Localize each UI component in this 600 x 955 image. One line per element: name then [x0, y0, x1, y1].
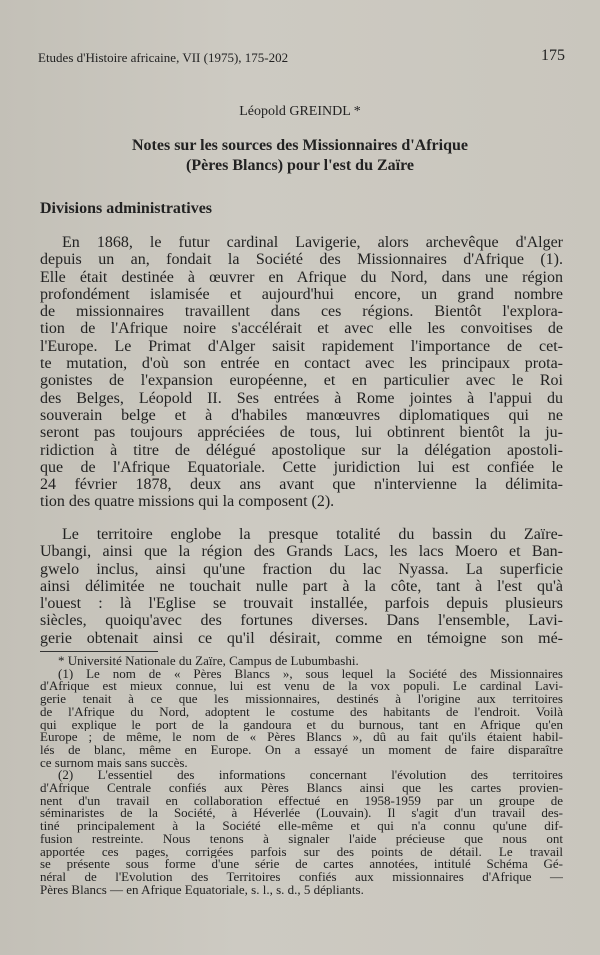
section-heading: Divisions administratives [40, 200, 213, 217]
text-line: de l'Afrique du Nord, adoptent le costume des habitants de l'endroit. Voilà [40, 705, 563, 719]
text-line: Le territoire englobe la presque totalité du bassin du Zaïre- [62, 526, 563, 543]
text-line: tion de l'Afrique noire s'accélérait et avec elle les convoitises de [40, 320, 563, 338]
author: Léopold GREINDL * [239, 104, 361, 119]
title-line: (Pères Blancs) pour l'est du Zaïre [186, 157, 414, 174]
text-line: apportée ces pages, corrigées parfois sur des points de détail. Le travail [40, 845, 563, 859]
text-line: 24 février 1878, deux ans avant que n'intervienne la délimita- [40, 476, 563, 494]
running-header [38, 47, 565, 68]
text-line: gerie obtenait ainsi ce qu'il désirait, comme en témoigne son mé- [40, 629, 563, 647]
text-line: gonistes de l'expansion européenne, et en particulier avec le Roi [40, 372, 563, 390]
text-line: néral de l'Evolution des Territoires confiés aux missionnaires d'Afrique — [40, 870, 563, 884]
text-line: ainsi délimitée ne touchait nulle part à la côte, tant à l'est qu'à [40, 577, 563, 595]
text-line: seront pas toujours appréciées de tous, lui obtinrent bientôt la ju- [40, 424, 563, 442]
text-line: fusion restreinte. Nous tenons à signaler l'aide précieuse que nous ont [40, 832, 563, 846]
text-line: nent d'un travail en collaboration effectué en 1958-1959 par un groupe de [40, 794, 563, 808]
page-number: 175 [541, 47, 565, 64]
text-line: Ubangi, ainsi que la région des Grands Lacs, les lacs Moero et Ban- [40, 543, 563, 561]
text-line: Elle était destinée à œuvrer en Afrique du Nord, dans une région [40, 268, 563, 286]
text-line: se présente sous forme d'une série de cartes annotées, intitulé Schéma Gé- [40, 858, 563, 871]
journal-citation: Etudes d'Histoire africaine, VII (1975), 175-202 [38, 50, 289, 65]
footnotes [40, 655, 563, 896]
text-line: gwelo inclus, ainsi qu'une fraction du lac Nyassa. La superficie [40, 560, 563, 578]
text-line: depuis un an, fondait la Société des Missionnaires d'Afrique (1). [40, 251, 563, 269]
text-line: qui explique le port de la gandoura et du burnous, tant en Afrique qu'en [40, 718, 563, 732]
text-line: tiné principalement à la Société elle-même et qui n'a connu qu'une dif- [40, 820, 563, 833]
text-line: lés de blanc, même en Europe. On a essayé un moment de faire disparaître [40, 743, 563, 757]
text-line: * Université Nationale du Zaïre, Campus de Lubumbashi. [58, 655, 359, 668]
text-line: Europe ; de même, le nom de « Pères Blancs », dû au fait qu'ils étaient habil- [40, 731, 563, 744]
text-line: de missionnaires travaillent dans ces régions. Bientôt l'explora- [40, 303, 563, 321]
footnote-rule [40, 651, 158, 652]
paragraph-1 [40, 234, 563, 511]
text-line: d'Afrique Centrale confiés aux Pères Blancs ainsi que les cartes provien- [40, 782, 563, 795]
text-line: ridiction à titre de délégué apostolique sur la délégation apostoli- [40, 441, 563, 459]
text-line: profondément islamisée et aujourd'hui encore, un grand nombre [40, 285, 563, 303]
text-line: souverain belge et à d'habiles manœuvres diplomatiques qui ne [40, 406, 563, 424]
article-title [0, 136, 600, 176]
text-line: ce surnom mais sans succès. [40, 756, 188, 770]
text-line: séminaristes de la Société, à Héverlée (Louvain). Il s'agit d'un travail des- [40, 807, 563, 821]
text-line: te mutation, d'où son entrée en contact avec les principaux prota- [40, 355, 563, 373]
text-line: des Belges, Léopold II. Ses entrées à Rome jointes à l'appui du [40, 389, 563, 407]
text-line: que de l'Afrique Equatoriale. Cette juridiction lui est confiée le [40, 458, 563, 476]
text-line: l'ouest : là l'Eglise se trouvait installée, parfois depuis plusieurs [40, 595, 563, 613]
text-line: (2) L'essentiel des informations concernant l'évolution des territoires [58, 769, 563, 783]
text-line: l'Europe. Le Primat d'Alger saisit rapidement l'importance de cet- [40, 337, 563, 355]
text-line: Pères Blancs — en Afrique Equatoriale, s. l., s. d., 5 dépliants. [40, 883, 364, 897]
text-line: (1) Le nom de « Pères Blancs », sous lequel la Société des Missionnaires [58, 667, 563, 681]
text-line: gerie tenait à ce que les missionnaires, destinés à l'origine aux territoires [40, 693, 563, 706]
title-line: Notes sur les sources des Missionnaires d'Afrique [131, 137, 468, 154]
text-line: En 1868, le futur cardinal Lavigerie, alors archevêque d'Alger [62, 234, 563, 251]
text-line: tion des quatre missions qui la composent (2). [40, 493, 335, 511]
text-line: siècles, quoiqu'avec des fortunes diverses. Dans l'ensemble, Lavi- [40, 612, 563, 630]
text-line: d'Afrique est mieux connue, lui est venu de la vox populi. Le cardinal Lavi- [40, 680, 563, 694]
paragraph-2 [40, 526, 563, 647]
